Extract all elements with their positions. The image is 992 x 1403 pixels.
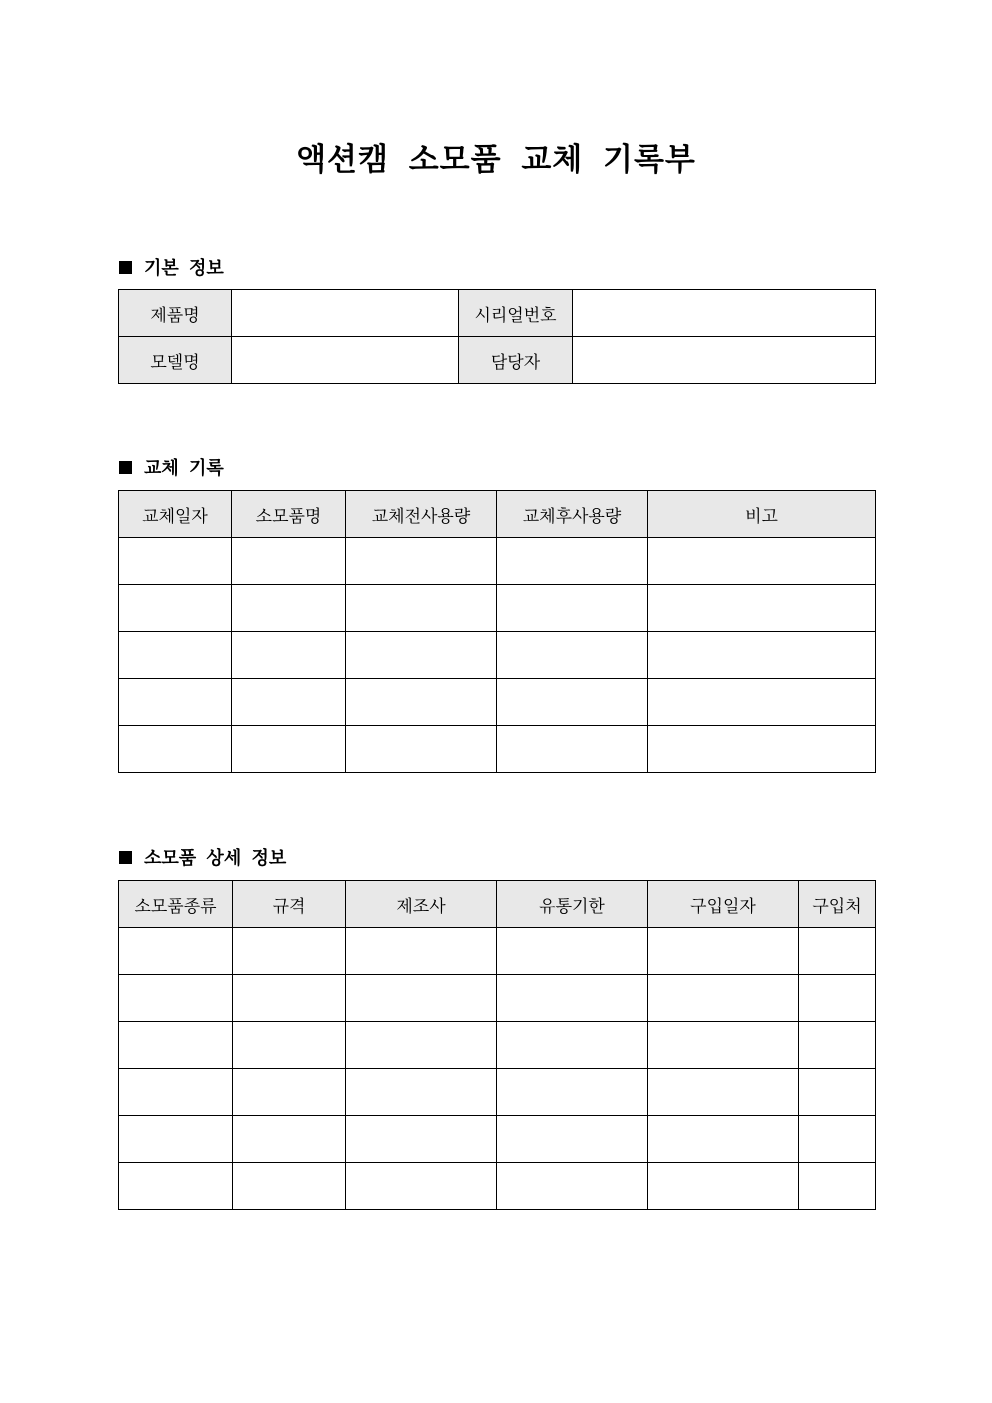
- column-header: 교체전사용량: [346, 491, 497, 538]
- table-cell[interactable]: [497, 1163, 648, 1210]
- table-row: [119, 1163, 876, 1210]
- table-cell[interactable]: [346, 928, 497, 975]
- column-header: 유통기한: [497, 881, 648, 928]
- table-cell[interactable]: [799, 1163, 876, 1210]
- table-cell[interactable]: [346, 975, 497, 1022]
- table-cell[interactable]: [233, 928, 346, 975]
- table-cell[interactable]: [346, 585, 497, 632]
- basic-info-heading: [119, 254, 224, 280]
- table-cell[interactable]: [233, 1116, 346, 1163]
- table-cell[interactable]: [119, 975, 233, 1022]
- table-cell[interactable]: [346, 1022, 497, 1069]
- table-cell[interactable]: [346, 538, 497, 585]
- column-header: 소모품종류: [119, 881, 233, 928]
- table-cell[interactable]: [648, 1116, 799, 1163]
- column-header: 비고: [648, 491, 876, 538]
- table-row: [119, 679, 876, 726]
- table-row: [119, 632, 876, 679]
- consumable-details-table: [118, 880, 876, 1210]
- table-cell[interactable]: [119, 632, 232, 679]
- manager-label: 담당자: [459, 337, 573, 384]
- table-row: [119, 726, 876, 773]
- table-header-row: [119, 881, 876, 928]
- model-name-label: 모델명: [119, 337, 232, 384]
- table-cell[interactable]: [119, 1163, 233, 1210]
- table-cell[interactable]: [497, 1069, 648, 1116]
- column-header: 소모품명: [232, 491, 346, 538]
- table-cell[interactable]: [648, 1163, 799, 1210]
- table-cell[interactable]: [648, 726, 876, 773]
- manager-field[interactable]: [573, 337, 876, 384]
- table-cell[interactable]: [232, 538, 346, 585]
- table-cell[interactable]: [232, 726, 346, 773]
- table-row: [119, 290, 876, 337]
- product-name-label: 제품명: [119, 290, 232, 337]
- column-header: 구입처: [799, 881, 876, 928]
- table-cell[interactable]: [232, 632, 346, 679]
- table-cell[interactable]: [119, 726, 232, 773]
- table-cell[interactable]: [799, 1069, 876, 1116]
- table-cell[interactable]: [497, 679, 648, 726]
- table-header-row: [119, 491, 876, 538]
- consumable-details-heading-text: 소모품 상세 정보: [144, 848, 287, 869]
- table-cell[interactable]: [119, 679, 232, 726]
- table-row: [119, 1116, 876, 1163]
- table-cell[interactable]: [648, 975, 799, 1022]
- square-bullet-icon: [119, 261, 132, 274]
- table-cell[interactable]: [119, 1022, 233, 1069]
- table-cell[interactable]: [233, 1163, 346, 1210]
- table-cell[interactable]: [232, 679, 346, 726]
- table-cell[interactable]: [497, 632, 648, 679]
- square-bullet-icon: [119, 461, 132, 474]
- table-row: [119, 337, 876, 384]
- table-cell[interactable]: [346, 632, 497, 679]
- table-cell[interactable]: [799, 1022, 876, 1069]
- table-row: [119, 1022, 876, 1069]
- table-cell[interactable]: [648, 538, 876, 585]
- table-cell[interactable]: [648, 1022, 799, 1069]
- table-cell[interactable]: [119, 1069, 233, 1116]
- table-cell[interactable]: [799, 928, 876, 975]
- product-name-field[interactable]: [232, 290, 459, 337]
- table-cell[interactable]: [233, 975, 346, 1022]
- table-cell[interactable]: [346, 1163, 497, 1210]
- serial-number-field[interactable]: [573, 290, 876, 337]
- table-cell[interactable]: [346, 726, 497, 773]
- table-cell[interactable]: [346, 679, 497, 726]
- table-cell[interactable]: [119, 585, 232, 632]
- table-cell[interactable]: [346, 1116, 497, 1163]
- table-cell[interactable]: [497, 538, 648, 585]
- table-cell[interactable]: [346, 1069, 497, 1116]
- table-cell[interactable]: [497, 1022, 648, 1069]
- table-cell[interactable]: [119, 1116, 233, 1163]
- column-header: 교체후사용량: [497, 491, 648, 538]
- table-cell[interactable]: [497, 975, 648, 1022]
- table-cell[interactable]: [497, 726, 648, 773]
- basic-info-heading-text: 기본 정보: [144, 258, 224, 279]
- table-cell[interactable]: [648, 1069, 799, 1116]
- column-header: 교체일자: [119, 491, 232, 538]
- replacement-records-heading: [119, 454, 224, 480]
- table-row: [119, 538, 876, 585]
- serial-number-label: 시리얼번호: [459, 290, 573, 337]
- table-cell[interactable]: [648, 632, 876, 679]
- table-cell[interactable]: [648, 928, 799, 975]
- table-row: [119, 928, 876, 975]
- table-row: [119, 1069, 876, 1116]
- replacement-records-heading-text: 교체 기록: [144, 458, 224, 479]
- table-cell[interactable]: [497, 1116, 648, 1163]
- basic-info-table: [118, 289, 876, 384]
- consumable-details-heading: [119, 844, 286, 870]
- table-cell[interactable]: [232, 585, 346, 632]
- table-cell[interactable]: [233, 1022, 346, 1069]
- table-cell[interactable]: [119, 538, 232, 585]
- table-cell[interactable]: [799, 975, 876, 1022]
- column-header: 구입일자: [648, 881, 799, 928]
- document-title: 액션캠 소모품 교체 기록부: [296, 142, 696, 178]
- square-bullet-icon: [119, 851, 132, 864]
- column-header: 제조사: [346, 881, 497, 928]
- table-cell[interactable]: [119, 928, 233, 975]
- column-header: 규격: [233, 881, 346, 928]
- table-cell[interactable]: [799, 1116, 876, 1163]
- table-cell[interactable]: [648, 679, 876, 726]
- table-row: [119, 975, 876, 1022]
- table-cell[interactable]: [497, 928, 648, 975]
- table-row: [119, 585, 876, 632]
- table-cell[interactable]: [497, 585, 648, 632]
- replacement-records-table: [118, 490, 876, 773]
- model-name-field[interactable]: [232, 337, 459, 384]
- table-cell[interactable]: [233, 1069, 346, 1116]
- table-cell[interactable]: [648, 585, 876, 632]
